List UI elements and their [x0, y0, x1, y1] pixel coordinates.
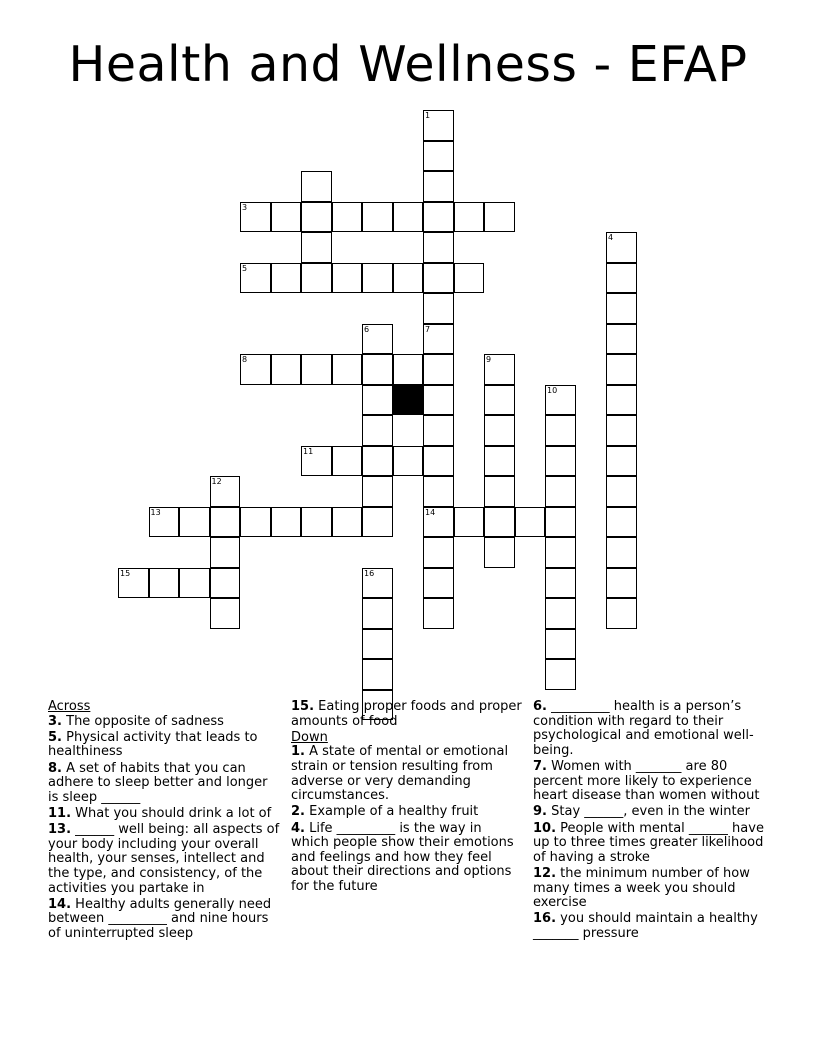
across-clue-list-continued: [291, 700, 523, 729]
grid-cell[interactable]: [332, 354, 363, 385]
clue-item-text: A state of mental or emotional strain or tension resulting from adverse or very demanding circumstances.: [291, 744, 509, 804]
grid-cell[interactable]: [606, 263, 637, 294]
clue-item-text: _________ health is a person’s condition with regard to their psychological and emotional well-being.: [533, 699, 754, 758]
grid-cell[interactable]: [240, 263, 271, 294]
grid-cell[interactable]: [362, 598, 393, 629]
grid-cell[interactable]: [271, 507, 302, 538]
clue-item-number: 2.: [291, 804, 305, 820]
clue-item-number: 11.: [48, 805, 72, 821]
clue-item: [533, 912, 769, 941]
grid-cell[interactable]: [545, 415, 576, 446]
grid-cell[interactable]: [423, 293, 454, 324]
clue-item-text: Example of a healthy fruit: [309, 804, 479, 820]
clue-item-text: Physical activity that leads to healthiness: [48, 729, 258, 760]
down-heading: Down: [291, 729, 328, 745]
grid-cell[interactable]: [606, 446, 637, 477]
grid-cell[interactable]: [545, 598, 576, 629]
grid-cell[interactable]: [606, 385, 637, 416]
grid-cell[interactable]: [515, 507, 546, 538]
clue-item: [48, 898, 280, 942]
grid-cell[interactable]: [362, 476, 393, 507]
clue-item-number: 16.: [533, 911, 557, 927]
clue-number: 8: [242, 355, 248, 364]
grid-cell[interactable]: [362, 385, 393, 416]
clue-number: 9: [486, 355, 492, 364]
clue-number: 13: [150, 507, 161, 517]
clue-item-number: 14.: [48, 896, 72, 912]
grid-cell[interactable]: [423, 141, 454, 172]
grid-cell[interactable]: [393, 202, 424, 233]
grid-cell[interactable]: [210, 598, 241, 629]
grid-cell[interactable]: [271, 263, 302, 294]
grid-cell[interactable]: [545, 629, 576, 660]
clue-item-text: A set of habits that you can adhere to sleep better and longer is sleep ______: [48, 760, 268, 805]
grid-cell[interactable]: [606, 598, 637, 629]
clue-item: [533, 805, 769, 820]
grid-cell[interactable]: [210, 568, 241, 599]
across-heading: Across: [48, 699, 91, 714]
clue-item-number: 9.: [533, 804, 547, 820]
clue-item: [48, 731, 280, 760]
grid-cell[interactable]: [606, 354, 637, 385]
clue-item: [48, 715, 280, 730]
grid-cell[interactable]: [606, 476, 637, 507]
clue-number: 1: [425, 111, 431, 120]
clue-item-number: 13.: [48, 822, 72, 838]
grid-cell[interactable]: [484, 415, 515, 446]
grid-cell[interactable]: [240, 202, 271, 233]
clue-number: 4: [608, 233, 614, 242]
grid-cell[interactable]: [423, 537, 454, 568]
clue-item-text: Women with _______ are 80 percent more likely to experience heart disease than women without: [533, 758, 760, 804]
grid-cell[interactable]: [210, 507, 241, 538]
clue-item: [48, 807, 280, 822]
grid-cell[interactable]: [606, 293, 637, 324]
grid-cell[interactable]: [484, 202, 515, 233]
clue-item-text: Healthy adults generally need between _________ and nine hours of uninterrupted sleep: [48, 896, 272, 941]
grid-cell[interactable]: [484, 507, 515, 538]
across-clues-column: [48, 700, 280, 943]
grid-cell[interactable]: [301, 446, 332, 477]
clue-number: 14: [425, 507, 436, 517]
grid-cell[interactable]: [484, 385, 515, 416]
clue-item-text: Eating proper foods and proper amounts of food: [291, 699, 522, 729]
clue-item: [291, 822, 523, 895]
grid-cell[interactable]: [423, 568, 454, 599]
grid-cell[interactable]: [179, 568, 210, 599]
grid-cell[interactable]: [423, 385, 454, 416]
grid-cell[interactable]: [332, 263, 363, 294]
grid-cell[interactable]: [393, 263, 424, 294]
clue-item: [291, 700, 523, 729]
down-clue-list-continued: [533, 700, 769, 941]
grid-cell[interactable]: [362, 568, 393, 599]
grid-cell[interactable]: [149, 568, 180, 599]
grid-cell[interactable]: [362, 507, 393, 538]
clue-item: [291, 805, 523, 820]
grid-cell[interactable]: [606, 507, 637, 538]
clue-item-number: 8.: [48, 760, 62, 776]
grid-cell[interactable]: [484, 354, 515, 385]
grid-cell[interactable]: [606, 568, 637, 599]
grid-cell[interactable]: [301, 202, 332, 233]
clue-item-number: 6.: [533, 699, 547, 714]
clue-item-number: 4.: [291, 820, 305, 836]
grid-cell[interactable]: [545, 537, 576, 568]
grid-cell[interactable]: [606, 232, 637, 263]
grid-cell[interactable]: [362, 629, 393, 660]
clue-item-number: 15.: [291, 699, 315, 714]
grid-cell[interactable]: [210, 476, 241, 507]
clue-number: 7: [425, 324, 431, 334]
clue-number: 11: [303, 446, 314, 456]
grid-cell[interactable]: [423, 324, 454, 355]
grid-cell[interactable]: [332, 446, 363, 477]
grid-cell[interactable]: [240, 507, 271, 538]
page-title: Health and Wellness - EFAP: [68, 36, 748, 93]
grid-cell[interactable]: [210, 537, 241, 568]
grid-cell[interactable]: [393, 354, 424, 385]
clue-number: 16: [364, 568, 375, 578]
grid-cell[interactable]: [545, 568, 576, 599]
grid-cell[interactable]: [545, 659, 576, 690]
grid-cell[interactable]: [545, 476, 576, 507]
clue-item: [533, 760, 769, 804]
clue-item-text: you should maintain a healthy _______ pressure: [533, 911, 758, 941]
grid-cell[interactable]: [362, 202, 393, 233]
grid-cell[interactable]: [362, 263, 393, 294]
clue-item-number: 1.: [291, 744, 305, 760]
clue-number: 5: [242, 263, 248, 273]
grid-cell[interactable]: [149, 507, 180, 538]
clue-item: [48, 762, 280, 806]
grid-cell[interactable]: [423, 354, 454, 385]
grid-cell[interactable]: [332, 202, 363, 233]
grid-cell[interactable]: [423, 476, 454, 507]
grid-cell[interactable]: [332, 507, 363, 538]
clue-item: [48, 823, 280, 896]
grid-cell[interactable]: [423, 507, 454, 538]
clue-number: 3: [242, 202, 248, 212]
grid-cell[interactable]: [362, 446, 393, 477]
grid-cell[interactable]: [179, 507, 210, 538]
grid-cell[interactable]: [423, 110, 454, 141]
clue-item-text: Life _________ is the way in which people show their emotions and feelings and how they feel about their directions and options for the future: [291, 820, 514, 894]
grid-cell[interactable]: [301, 507, 332, 538]
grid-cell[interactable]: [454, 202, 485, 233]
grid-cell[interactable]: [606, 537, 637, 568]
grid-cell[interactable]: [118, 568, 149, 599]
grid-cell[interactable]: [484, 476, 515, 507]
grid-cell[interactable]: [423, 263, 454, 294]
clue-item: [533, 867, 769, 911]
across-clue-list: [48, 715, 280, 942]
grid-cell[interactable]: [484, 446, 515, 477]
clue-item-text: People with mental ______ have up to three times greater likelihood of having a stroke: [533, 820, 764, 865]
grid-cell[interactable]: [545, 507, 576, 538]
clue-item-text: Stay ______, even in the winter: [551, 804, 750, 820]
down-clue-list: [291, 745, 523, 894]
grid-cell[interactable]: [454, 263, 485, 294]
grid-cell[interactable]: [545, 446, 576, 477]
grid-cell[interactable]: [362, 415, 393, 446]
grid-cell[interactable]: [301, 263, 332, 294]
black-square: [393, 385, 424, 416]
grid-cell[interactable]: [393, 446, 424, 477]
grid-cell[interactable]: [271, 354, 302, 385]
grid-cell[interactable]: [362, 354, 393, 385]
clue-item: [291, 745, 523, 803]
grid-cell[interactable]: [454, 507, 485, 538]
middle-clues-column: [291, 700, 523, 896]
grid-cell[interactable]: [423, 202, 454, 233]
grid-cell[interactable]: [301, 171, 332, 202]
grid-cell[interactable]: [606, 415, 637, 446]
grid-cell[interactable]: [271, 202, 302, 233]
clue-item-text: ______ well being: all aspects of your body including your overall health, your senses, intellect and the type, and consistency, of the activities you partake in: [48, 822, 280, 896]
grid-cell[interactable]: [423, 232, 454, 263]
clue-item-number: 5.: [48, 729, 62, 745]
grid-cell[interactable]: [301, 354, 332, 385]
grid-cell[interactable]: [545, 385, 576, 416]
clue-item-number: 10.: [533, 820, 557, 836]
clue-number: 12: [211, 477, 222, 486]
grid-cell[interactable]: [484, 537, 515, 568]
clue-item-number: 3.: [48, 713, 62, 729]
clue-item-number: 7.: [533, 758, 547, 774]
grid-cell[interactable]: [423, 446, 454, 477]
grid-cell[interactable]: [423, 598, 454, 629]
grid-cell[interactable]: [423, 415, 454, 446]
grid-cell[interactable]: [301, 232, 332, 263]
clue-number: 15: [120, 568, 131, 578]
clue-item-text: What you should drink a lot of: [75, 805, 272, 821]
clue-item: [533, 700, 769, 758]
clue-number: 10: [547, 385, 558, 395]
clue-item-text: The opposite of sadness: [66, 713, 224, 729]
clue-item-text: the minimum number of how many times a week you should exercise: [533, 865, 750, 911]
clue-item: [533, 822, 769, 866]
grid-cell[interactable]: [362, 659, 393, 690]
grid-cell[interactable]: [362, 324, 393, 355]
clue-number: 6: [364, 324, 370, 334]
grid-cell[interactable]: [423, 171, 454, 202]
grid-cell[interactable]: [240, 354, 271, 385]
grid-cell[interactable]: [606, 324, 637, 355]
clue-item-number: 12.: [533, 865, 557, 881]
down-clues-column: [533, 700, 769, 943]
